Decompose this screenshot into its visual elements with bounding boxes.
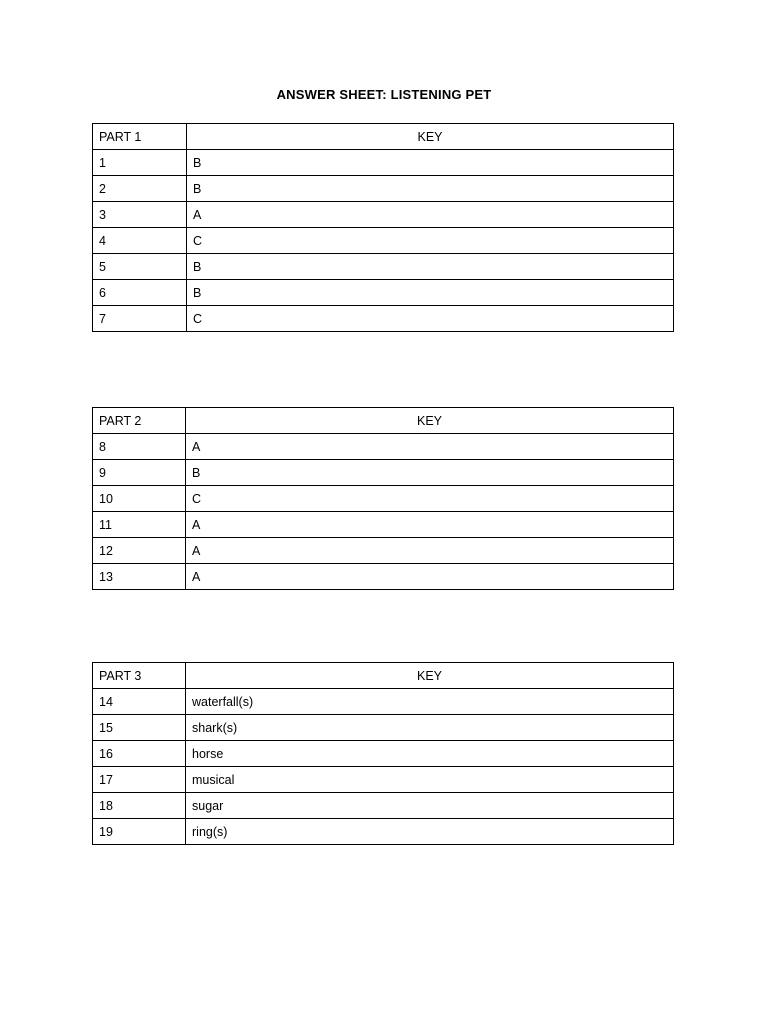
question-number-cell: 14 [93, 689, 186, 715]
question-number-cell: 5 [93, 254, 187, 280]
answer-key-cell: A [187, 202, 674, 228]
table-row [93, 434, 674, 460]
table-row [93, 150, 674, 176]
question-number-cell: 15 [93, 715, 186, 741]
question-number-cell: 18 [93, 793, 186, 819]
question-number-cell: 10 [93, 486, 186, 512]
answer-key-cell: waterfall(s) [186, 689, 674, 715]
answer-key-cell: A [186, 564, 674, 590]
question-number-cell: 1 [93, 150, 187, 176]
answer-key-cell: shark(s) [186, 715, 674, 741]
table-row [93, 512, 674, 538]
part-header-cell: PART 1 [93, 124, 187, 150]
key-header-cell: KEY [186, 408, 674, 434]
table-row [93, 254, 674, 280]
table-row [93, 715, 674, 741]
question-number-cell: 12 [93, 538, 186, 564]
answer-key-cell: A [186, 434, 674, 460]
question-number-cell: 2 [93, 176, 187, 202]
answer-key-cell: B [187, 176, 674, 202]
table-row [93, 793, 674, 819]
table-row [93, 460, 674, 486]
table-row [93, 767, 674, 793]
question-number-cell: 19 [93, 819, 186, 845]
answer-key-cell: B [187, 280, 674, 306]
question-number-cell: 3 [93, 202, 187, 228]
table-row [93, 228, 674, 254]
answer-key-cell: horse [186, 741, 674, 767]
table-header-row [93, 663, 674, 689]
answer-table-part-3 [92, 662, 674, 845]
part-header-cell: PART 2 [93, 408, 186, 434]
question-number-cell: 13 [93, 564, 186, 590]
table-row [93, 202, 674, 228]
answer-key-cell: B [186, 460, 674, 486]
answer-key-cell: B [187, 150, 674, 176]
page-title: ANSWER SHEET: LISTENING PET [276, 87, 492, 102]
answer-key-cell: sugar [186, 793, 674, 819]
question-number-cell: 6 [93, 280, 187, 306]
table-header-row [93, 124, 674, 150]
key-header-cell: KEY [186, 663, 674, 689]
answer-key-cell: C [186, 486, 674, 512]
answer-key-cell: musical [186, 767, 674, 793]
table-row [93, 819, 674, 845]
table-row [93, 306, 674, 332]
answer-table-part-2 [92, 407, 674, 590]
question-number-cell: 16 [93, 741, 186, 767]
key-header-cell: KEY [187, 124, 674, 150]
answer-key-cell: C [187, 306, 674, 332]
table-header-row [93, 408, 674, 434]
table-row [93, 280, 674, 306]
question-number-cell: 11 [93, 512, 186, 538]
answer-key-cell: A [186, 538, 674, 564]
question-number-cell: 17 [93, 767, 186, 793]
answer-key-cell: A [186, 512, 674, 538]
part-header-cell: PART 3 [93, 663, 186, 689]
table-row [93, 176, 674, 202]
table-row [93, 538, 674, 564]
question-number-cell: 9 [93, 460, 186, 486]
answer-key-cell: C [187, 228, 674, 254]
answer-table-part-1 [92, 123, 674, 332]
table-row [93, 689, 674, 715]
table-row [93, 741, 674, 767]
answer-key-cell: ring(s) [186, 819, 674, 845]
table-row [93, 486, 674, 512]
question-number-cell: 8 [93, 434, 186, 460]
answer-key-cell: B [187, 254, 674, 280]
question-number-cell: 4 [93, 228, 187, 254]
table-row [93, 564, 674, 590]
question-number-cell: 7 [93, 306, 187, 332]
